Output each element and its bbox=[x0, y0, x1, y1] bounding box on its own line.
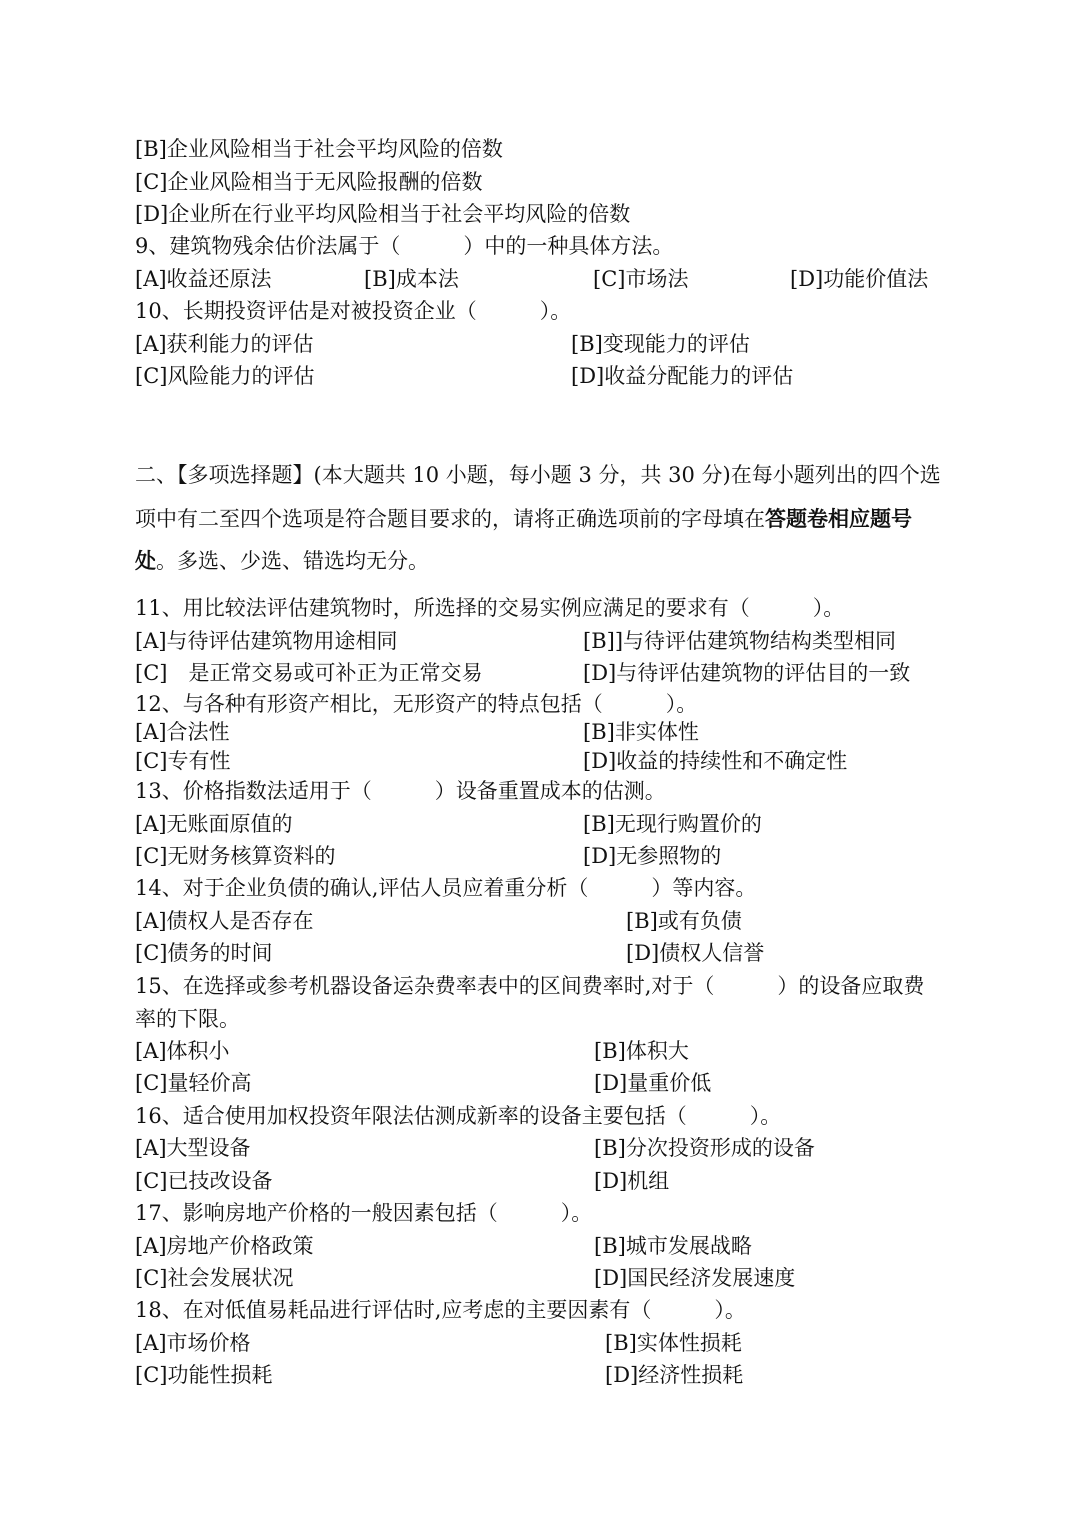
question-stem: 16、适合使用加权投资年限法估测成新率的设备主要包括（ ）。 bbox=[135, 1104, 782, 1128]
option-d: [D]收益分配能力的评估 bbox=[571, 364, 794, 388]
question-stem: 15、在选择或参考机器设备运杂费率表中的区间费率时,对于（ ）的设备应取费 bbox=[135, 974, 925, 998]
option-d: [D]功能价值法 bbox=[790, 267, 929, 291]
option-b: [B]变现能力的评估 bbox=[571, 332, 750, 356]
option-line: [B]企业风险相当于社会平均风险的倍数 bbox=[135, 137, 503, 161]
question-stem: 11、用比较法评估建筑物时，所选择的交易实例应满足的要求有（ ）。 bbox=[135, 596, 845, 620]
answer-sheet-emphasis: 答题卷相应题号 bbox=[765, 506, 912, 531]
option-c: [C]已技改设备 bbox=[135, 1169, 273, 1193]
section-heading-line2: 项中有二至四个选项是符合题目要求的，请将正确选项前的字母填在答题卷相应题号 bbox=[135, 506, 912, 531]
answer-sheet-emphasis: 处 bbox=[135, 548, 156, 573]
option-b: [B]]与待评估建筑物结构类型相同 bbox=[583, 629, 897, 653]
option-line: [D]企业所在行业平均风险相当于社会平均风险的倍数 bbox=[135, 202, 631, 226]
option-c: [C]风险能力的评估 bbox=[135, 364, 315, 388]
option-c: [C]功能性损耗 bbox=[135, 1363, 273, 1387]
option-d: [D]经济性损耗 bbox=[605, 1363, 744, 1387]
option-a: [A]体积小 bbox=[135, 1039, 230, 1063]
question-stem: 14、对于企业负债的确认,评估人员应着重分析（ ）等内容。 bbox=[135, 876, 757, 900]
section-heading: 二、【多项选择题】(本大题共 10 小题，每小题 3 分，共 30 分)在每小题列出的四个选 bbox=[135, 463, 941, 487]
option-d: [D]收益的持续性和不确定性 bbox=[583, 749, 848, 773]
section-heading-line3: 处。多选、少选、错选均无分。 bbox=[135, 548, 429, 573]
question-stem: 17、影响房地产价格的一般因素包括（ ）。 bbox=[135, 1201, 593, 1225]
option-b: [B]非实体性 bbox=[583, 720, 699, 744]
option-c: [C]专有性 bbox=[135, 749, 231, 773]
option-c: [C]量轻价高 bbox=[135, 1071, 252, 1095]
question-stem: 13、价格指数法适用于（ ）设备重置成本的估测。 bbox=[135, 779, 666, 803]
option-d: [D]无参照物的 bbox=[583, 844, 722, 868]
option-c: [C]债务的时间 bbox=[135, 941, 273, 965]
option-b: [B]成本法 bbox=[364, 267, 459, 291]
option-line: [C]企业风险相当于无风险报酬的倍数 bbox=[135, 170, 483, 194]
option-b: [B]或有负债 bbox=[626, 909, 742, 933]
option-a: [A]与待评估建筑物用途相同 bbox=[135, 629, 398, 653]
option-b: [B]体积大 bbox=[594, 1039, 689, 1063]
question-stem: 18、在对低值易耗品进行评估时,应考虑的主要因素有（ ）。 bbox=[135, 1298, 746, 1322]
option-d: [D]机组 bbox=[594, 1169, 670, 1193]
question-stem: 12、与各种有形资产相比，无形资产的特点包括（ ）。 bbox=[135, 692, 698, 716]
option-c: [C]无财务核算资料的 bbox=[135, 844, 336, 868]
option-a: [A]无账面原值的 bbox=[135, 812, 293, 836]
option-d: [D]债权人信誉 bbox=[626, 941, 765, 965]
option-d: [D]国民经济发展速度 bbox=[594, 1266, 796, 1290]
option-d: [D]量重价低 bbox=[594, 1071, 712, 1095]
option-a: [A]获利能力的评估 bbox=[135, 332, 314, 356]
option-a: [A]收益还原法 bbox=[135, 267, 272, 291]
option-b: [B]城市发展战略 bbox=[594, 1234, 752, 1258]
question-stem: 10、长期投资评估是对被投资企业（ ）。 bbox=[135, 299, 572, 323]
option-b: [B]无现行购置价的 bbox=[583, 812, 762, 836]
option-d: [D]与待评估建筑物的评估目的一致 bbox=[583, 661, 911, 685]
option-c: [C]市场法 bbox=[593, 267, 689, 291]
option-c: [C]社会发展状况 bbox=[135, 1266, 294, 1290]
question-stem-continued: 率的下限。 bbox=[135, 1007, 240, 1031]
option-a: [A]市场价格 bbox=[135, 1331, 251, 1355]
option-c: [C] 是正常交易或可补正为正常交易 bbox=[135, 661, 483, 685]
option-a: [A]合法性 bbox=[135, 720, 230, 744]
option-a: [A]房地产价格政策 bbox=[135, 1234, 314, 1258]
option-b: [B]分次投资形成的设备 bbox=[594, 1136, 815, 1160]
question-stem: 9、建筑物残余估价法属于（ ）中的一种具体方法。 bbox=[135, 234, 674, 258]
option-b: [B]实体性损耗 bbox=[605, 1331, 742, 1355]
option-a: [A]大型设备 bbox=[135, 1136, 251, 1160]
option-a: [A]债权人是否存在 bbox=[135, 909, 314, 933]
